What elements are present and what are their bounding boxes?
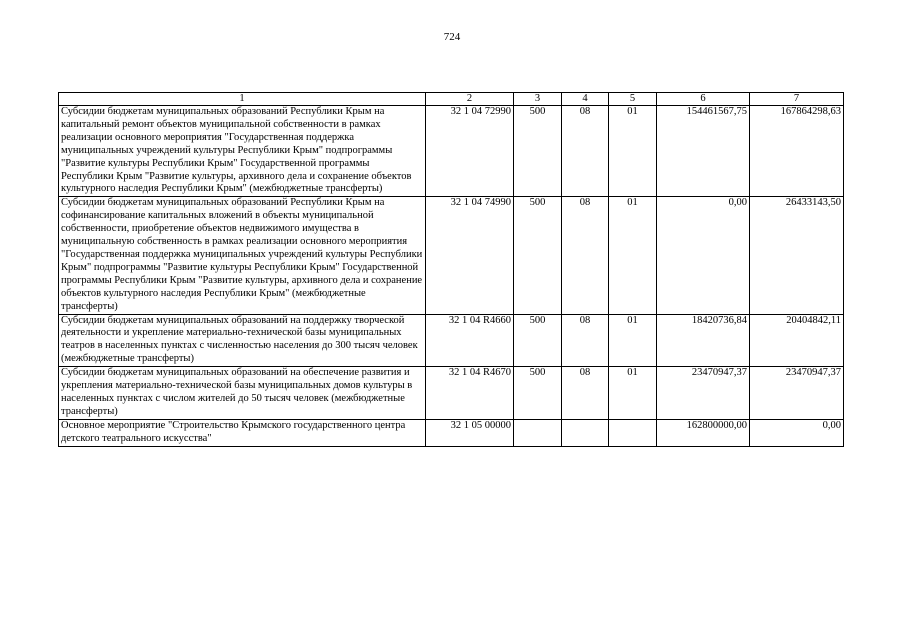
row-col3: 500 <box>514 106 562 197</box>
row-col5: 01 <box>609 197 657 314</box>
budget-table <box>58 92 844 447</box>
row-col7: 20404842,11 <box>750 314 844 367</box>
page-number: 724 <box>443 31 461 43</box>
row-col7: 26433143,50 <box>750 197 844 314</box>
table-row <box>59 106 844 197</box>
row-col6: 18420736,84 <box>657 314 750 367</box>
header-col-3: 3 <box>514 93 562 106</box>
row-col5: 01 <box>609 367 657 420</box>
row-name: Субсидии бюджетам муниципальных образований Республики Крым на софинансирование капитальных вложений в объекты муниципальной собственности, приобретение объектов недвижимого имущества в муниципальную собственность в рамках реализации основного мероприятия "Государственная поддержка муниципальных учреждений культуры Республики Крым" подпрограммы "Развитие культуры Республики Крым" Государственной программы Республики Крым "Развитие культуры, архивного дела и сохранение объектов культурного наследия Республики Крым" (межбюджетные трансферты) <box>59 197 426 314</box>
table-row <box>59 314 844 367</box>
table-row <box>59 197 844 314</box>
row-col4 <box>562 419 609 446</box>
row-col3: 500 <box>514 367 562 420</box>
table-header-row <box>59 93 844 106</box>
header-col-5: 5 <box>609 93 657 106</box>
row-code: 32 1 04 74990 <box>426 197 514 314</box>
row-col6: 154461567,75 <box>657 106 750 197</box>
row-col7: 0,00 <box>750 419 844 446</box>
row-col4: 08 <box>562 197 609 314</box>
row-col3 <box>514 419 562 446</box>
row-col5 <box>609 419 657 446</box>
table-row <box>59 367 844 420</box>
row-col6: 0,00 <box>657 197 750 314</box>
row-col3: 500 <box>514 314 562 367</box>
row-name: Субсидии бюджетам муниципальных образований Республики Крым на капитальный ремонт объектов муниципальной собственности в рамках реализации основного мероприятия "Государственная поддержка муниципальных учреждений культуры Республики Крым" подпрограммы "Развитие культуры Республики Крым" Государственной программы Республики Крым "Развитие культуры, архивного дела и сохранение объектов культурного наследия Республики Крым" (межбюджетные трансферты) <box>59 106 426 197</box>
row-col5: 01 <box>609 314 657 367</box>
header-col-1: 1 <box>59 93 426 106</box>
header-col-4: 4 <box>562 93 609 106</box>
row-col4: 08 <box>562 314 609 367</box>
header-col-7: 7 <box>750 93 844 106</box>
row-code: 32 1 05 00000 <box>426 419 514 446</box>
table-row <box>59 419 844 446</box>
row-col4: 08 <box>562 367 609 420</box>
row-col7: 23470947,37 <box>750 367 844 420</box>
row-code: 32 1 04 R4670 <box>426 367 514 420</box>
row-col3: 500 <box>514 197 562 314</box>
row-name: Субсидии бюджетам муниципальных образований на поддержку творческой деятельности и укрепление материально-технической базы муниципальных театров в населенных пунктах с численностью населения до 300 тысяч человек (межбюджетные трансферты) <box>59 314 426 367</box>
row-code: 32 1 04 72990 <box>426 106 514 197</box>
header-col-6: 6 <box>657 93 750 106</box>
row-col6: 23470947,37 <box>657 367 750 420</box>
header-col-2: 2 <box>426 93 514 106</box>
row-name: Субсидии бюджетам муниципальных образований на обеспечение развития и укрепления материально-технической базы муниципальных домов культуры в населенных пунктах с числом жителей до 50 тысяч человек (межбюджетные трансферты) <box>59 367 426 420</box>
row-col6: 162800000,00 <box>657 419 750 446</box>
row-col7: 167864298,63 <box>750 106 844 197</box>
row-name: Основное мероприятие "Строительство Крымского государственного центра детского театрального искусства" <box>59 419 426 446</box>
row-col4: 08 <box>562 106 609 197</box>
row-code: 32 1 04 R4660 <box>426 314 514 367</box>
row-col5: 01 <box>609 106 657 197</box>
